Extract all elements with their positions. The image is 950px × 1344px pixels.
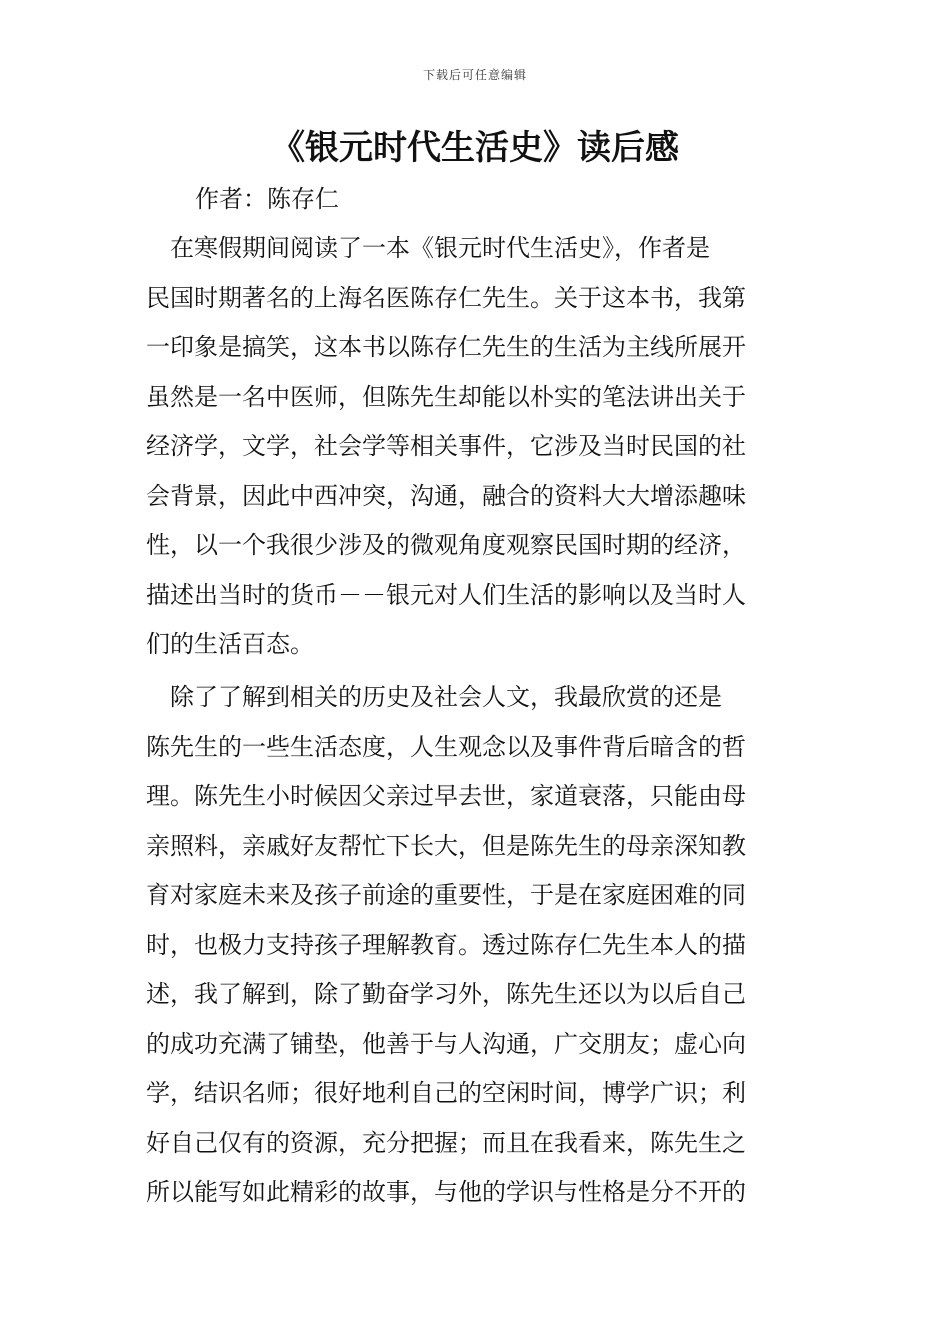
text-line: 理。陈先生小时候因父亲过早去世，家道衰落，只能由母: [146, 782, 746, 810]
text-line: 陈先生的一些生活态度，人生观念以及事件背后暗含的哲: [146, 732, 746, 761]
text-line: 们的生活百态。: [146, 630, 314, 658]
text-line: 除了了解到相关的历史及社会人文，我最欣赏的还是: [146, 683, 722, 711]
text-line: 时，也极力支持孩子理解教育。透过陈存仁先生本人的描: [146, 930, 746, 959]
text-line: 的成功充满了铺垫，他善于与人沟通，广交朋友；虚心向: [146, 1029, 746, 1058]
text-line: 学，结识名师；很好地利自己的空闲时间，博学广识；利: [146, 1079, 746, 1107]
text-line: 好自己仅有的资源，充分把握；而且在我看来，陈先生之: [146, 1128, 746, 1157]
text-line: 经济学，文学，社会学等相关事件，它涉及当时民国的社: [146, 432, 746, 460]
document-title: 《银元时代生活史》读后感: [271, 128, 679, 168]
text-line: 会背景，因此中西冲突，沟通，融合的资料大大增添趣味: [146, 481, 746, 510]
text-line: 一印象是搞笑，这本书以陈存仁先生的生活为主线所展开: [146, 333, 746, 361]
text-line: 性，以一个我很少涉及的微观角度观察民国时期的经济，: [146, 531, 746, 559]
text-line: 描述出当时的货币－－银元对人们生活的影响以及当时人: [146, 580, 746, 609]
text-line: 亲照料，亲戚好友帮忙下长大，但是陈先生的母亲深知教: [146, 831, 746, 860]
paragraph-2: [146, 673, 808, 1218]
text-line: 虽然是一名中医师，但陈先生却能以朴实的笔法讲出关于: [146, 382, 746, 411]
text-line: 所以能写如此精彩的故事，与他的学识与性格是分不开的: [146, 1178, 746, 1206]
text-line: 育对家庭未来及孩子前途的重要性，于是在家庭困难的同: [146, 881, 746, 909]
text-line: 在寒假期间阅读了一本《银元时代生活史》，作者是: [146, 234, 710, 262]
author-line: 作者：陈存仁: [195, 185, 339, 213]
text-line: 民国时期著名的上海名医陈存仁先生。关于这本书，我第: [146, 283, 746, 312]
header-note: 下载后可任意编辑: [422, 68, 527, 82]
text-line: 述，我了解到，除了勤奋学习外，陈先生还以为以后自己: [146, 980, 746, 1008]
paragraph-1: [146, 224, 808, 670]
